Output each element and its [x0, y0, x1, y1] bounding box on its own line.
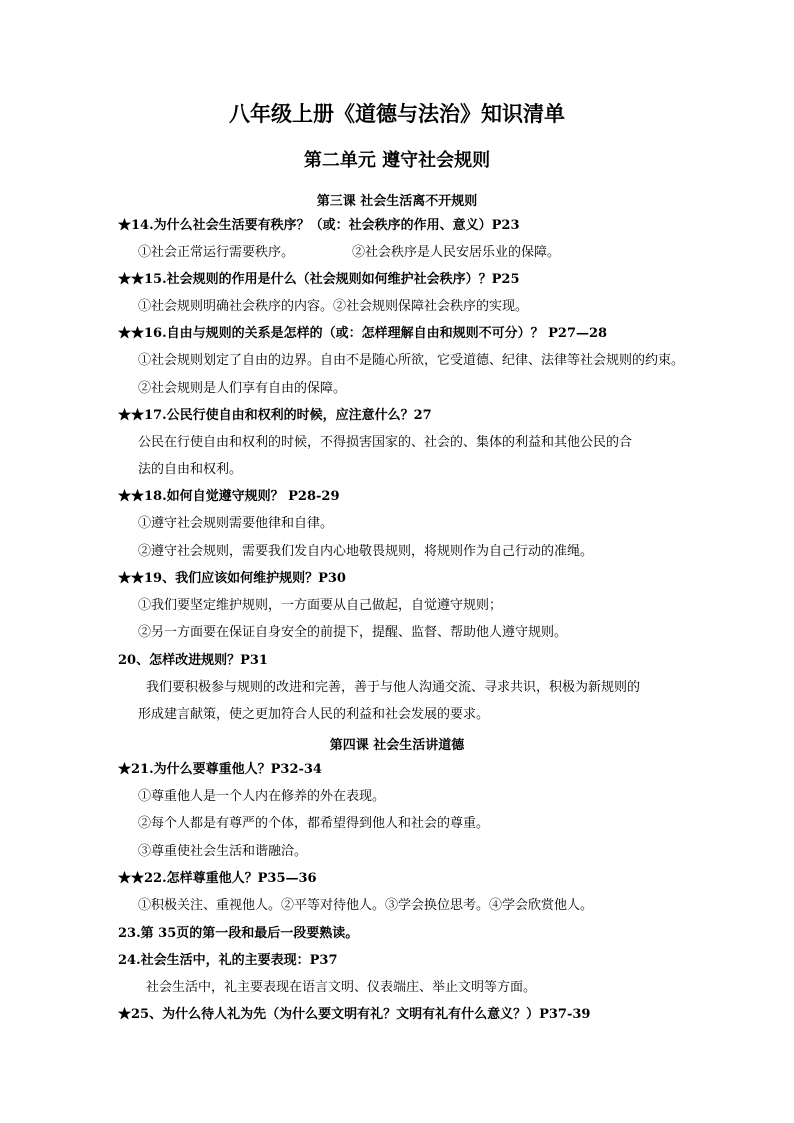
answer-21-line-2: ②每个人都是有尊严的个体，都希望得到他人和社会的尊重。: [138, 816, 490, 831]
answer-16-line-1: ①社会规则划定了自由的边界。自由不是随心所欲，它受道德、纪律、法律等社会规则的约束。: [138, 353, 685, 368]
answer-17-line-2: 法的自由和权利。: [138, 462, 243, 477]
answer-14-part-2: ②社会秩序是人民安居乐业的保障。: [352, 245, 561, 260]
answer-14: [138, 244, 560, 262]
question-18: ★★18.如何自觉遵守规则？ P28-29: [118, 489, 340, 504]
answer-19-line-1: ①我们要坚定维护规则，一方面要从自己做起，自觉遵守规则；: [138, 598, 503, 613]
question-24: 24.社会生活中，礼的主要表现：P37: [118, 953, 338, 968]
document-title: 八年级上册《道德与法治》知识清单: [229, 101, 565, 126]
lesson-3-title: 第三课 社会生活离不开规则: [316, 194, 478, 209]
answer-16-line-2: ②社会规则是人们享有自由的保障。: [138, 381, 347, 396]
question-14: ★14.为什么社会生活要有秩序？（或：社会秩序的作用、意义）P23: [118, 218, 520, 233]
question-21: ★21.为什么要尊重他人？P32-34: [118, 762, 322, 777]
question-17: ★★17.公民行使自由和权利的时候，应注意什么？27: [118, 408, 432, 423]
answer-18-line-2: ②遵守社会规则，需要我们发自内心地敬畏规则，将规则作为自己行动的准绳。: [138, 544, 594, 559]
answer-18-line-1: ①遵守社会规则需要他律和自律。: [138, 516, 334, 531]
answer-21-line-3: ③尊重使社会生活和谐融洽。: [138, 844, 308, 859]
answer-14-part-1: ①社会正常运行需要秩序。: [138, 245, 295, 260]
answer-20-line-1: 我们要积极参与规则的改进和完善，善于与他人沟通交流、寻求共识，积极为新规则的: [146, 680, 641, 695]
answer-19-line-2: ②另一方面要在保证自身安全的前提下，提醒、监督、帮助他人遵守规则。: [138, 625, 568, 640]
question-22: ★★22.怎样尊重他人？P35—36: [118, 871, 317, 886]
question-23: 23.第 35页的第一段和最后一段要熟读。: [118, 926, 359, 941]
question-15: ★★15.社会规则的作用是什么（社会规则如何维护社会秩序）？P25: [118, 272, 520, 287]
lesson-4-title: 第四课 社会生活讲道德: [329, 738, 465, 753]
answer-21-line-1: ①尊重他人是一个人内在修养的外在表现。: [138, 789, 386, 804]
question-20: 20、怎样改进规则？P31: [118, 653, 268, 668]
answer-22: ①积极关注、重视他人。②平等对待他人。③学会换位思考。④学会欣赏他人。: [138, 898, 594, 913]
answer-17-line-1: 公民在行使自由和权利的时候，不得损害国家的、社会的、集体的利益和其他公民的合: [138, 435, 633, 450]
question-25: ★25、为什么待人礼为先（为什么要文明有礼？文明有礼有什么意义？）P37-39: [118, 1007, 591, 1022]
answer-20-line-2: 形成建言献策，使之更加符合人民的利益和社会发展的要求。: [138, 707, 490, 722]
question-19: ★★19、我们应该如何维护规则？P30: [118, 571, 346, 586]
question-16: ★★16.自由与规则的关系是怎样的（或：怎样理解自由和规则不可分）？ P27—28: [118, 326, 608, 341]
unit-title: 第二单元 遵守社会规则: [303, 150, 491, 171]
answer-15: ①社会规则明确社会秩序的内容。②社会规则保障社会秩序的实现。: [138, 299, 529, 314]
answer-24: 社会生活中，礼主要表现在语言文明、仪表端庄、举止文明等方面。: [146, 980, 537, 995]
